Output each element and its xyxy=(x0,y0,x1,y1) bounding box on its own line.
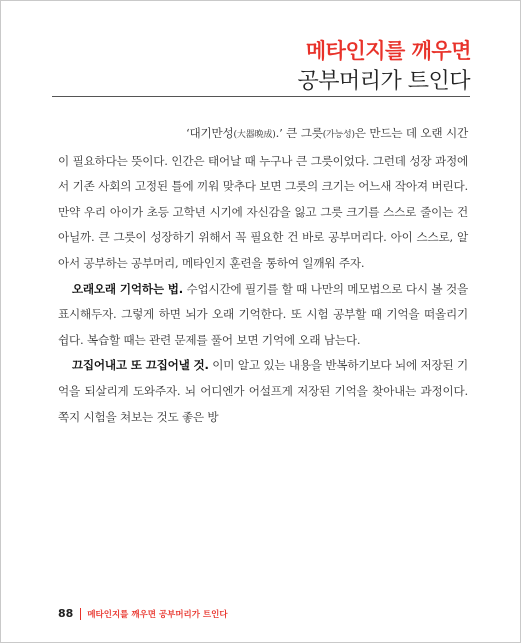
p1-text-a: ‘대기만성 xyxy=(186,126,234,140)
paragraph-2 xyxy=(58,277,468,354)
p2-text: 수업시간에 필기를 할 때 나만의 메모법으로 다시 볼 것을 표시해두자. 그렇게 하면 뇌가 오래 기억한다. 또 시험 공부할 때 기억을 떠올리기 쉽다. 복습할 때는 관련 문제를 풀어 보면 기억에 오래 남는다. xyxy=(58,281,468,347)
p1-hanja: (大器晩成) xyxy=(233,130,276,140)
footer-book-title: 메타인지를 깨우면 공부머리가 트인다 xyxy=(87,609,228,620)
page-footer xyxy=(58,607,228,620)
page-number: 88 xyxy=(58,607,74,620)
p1-text-c: 은 만드는 데 오랜 시간이 필요하다는 뜻이다. 인간은 태어날 때 누구나 큰 그릇이었다. 그런데 성장 과정에서 기존 사회의 고정된 틀에 끼워 맞추다 보면 그릇의 크기는 어느새 작아져 버린다. 만약 우리 아이가 초등 고학년 시기에 자신감을 잃고 그릇 크기를 스스로 줄이는 건 아닐까. 큰 그릇이 성장하기 위해서 꼭 필요한 건 바로 공부머리다. 아이 스스로, 알아서 공부하는 공부머리, 메타인지 훈련을 통하여 일깨워 주자. xyxy=(58,126,468,270)
p3-text: 이미 알고 있는 내용을 반복하기보다 뇌에 저장된 기억을 되살리게 도와주자. 뇌 어디엔가 어설프게 저장된 기억을 찾아내는 과정이다. 쪽지 시험을 쳐보는 것도 좋은 방 xyxy=(58,358,469,424)
p1-note: (가능성) xyxy=(322,130,355,140)
chapter-title-black: 공부머리가 트인다 xyxy=(297,69,470,94)
p1-text-b: .’ 큰 그릇 xyxy=(275,126,323,140)
paragraph-3 xyxy=(58,353,468,430)
chapter-title-red: 메타인지를 깨우면 xyxy=(305,39,471,63)
paragraph-1 xyxy=(58,121,468,277)
body-text xyxy=(58,121,468,430)
footer-divider xyxy=(80,608,81,620)
p3-lead: 끄집어내고 또 끄집어낼 것. xyxy=(71,358,209,373)
title-divider xyxy=(52,96,470,97)
p2-lead: 오래오래 기억하는 법. xyxy=(71,281,183,296)
